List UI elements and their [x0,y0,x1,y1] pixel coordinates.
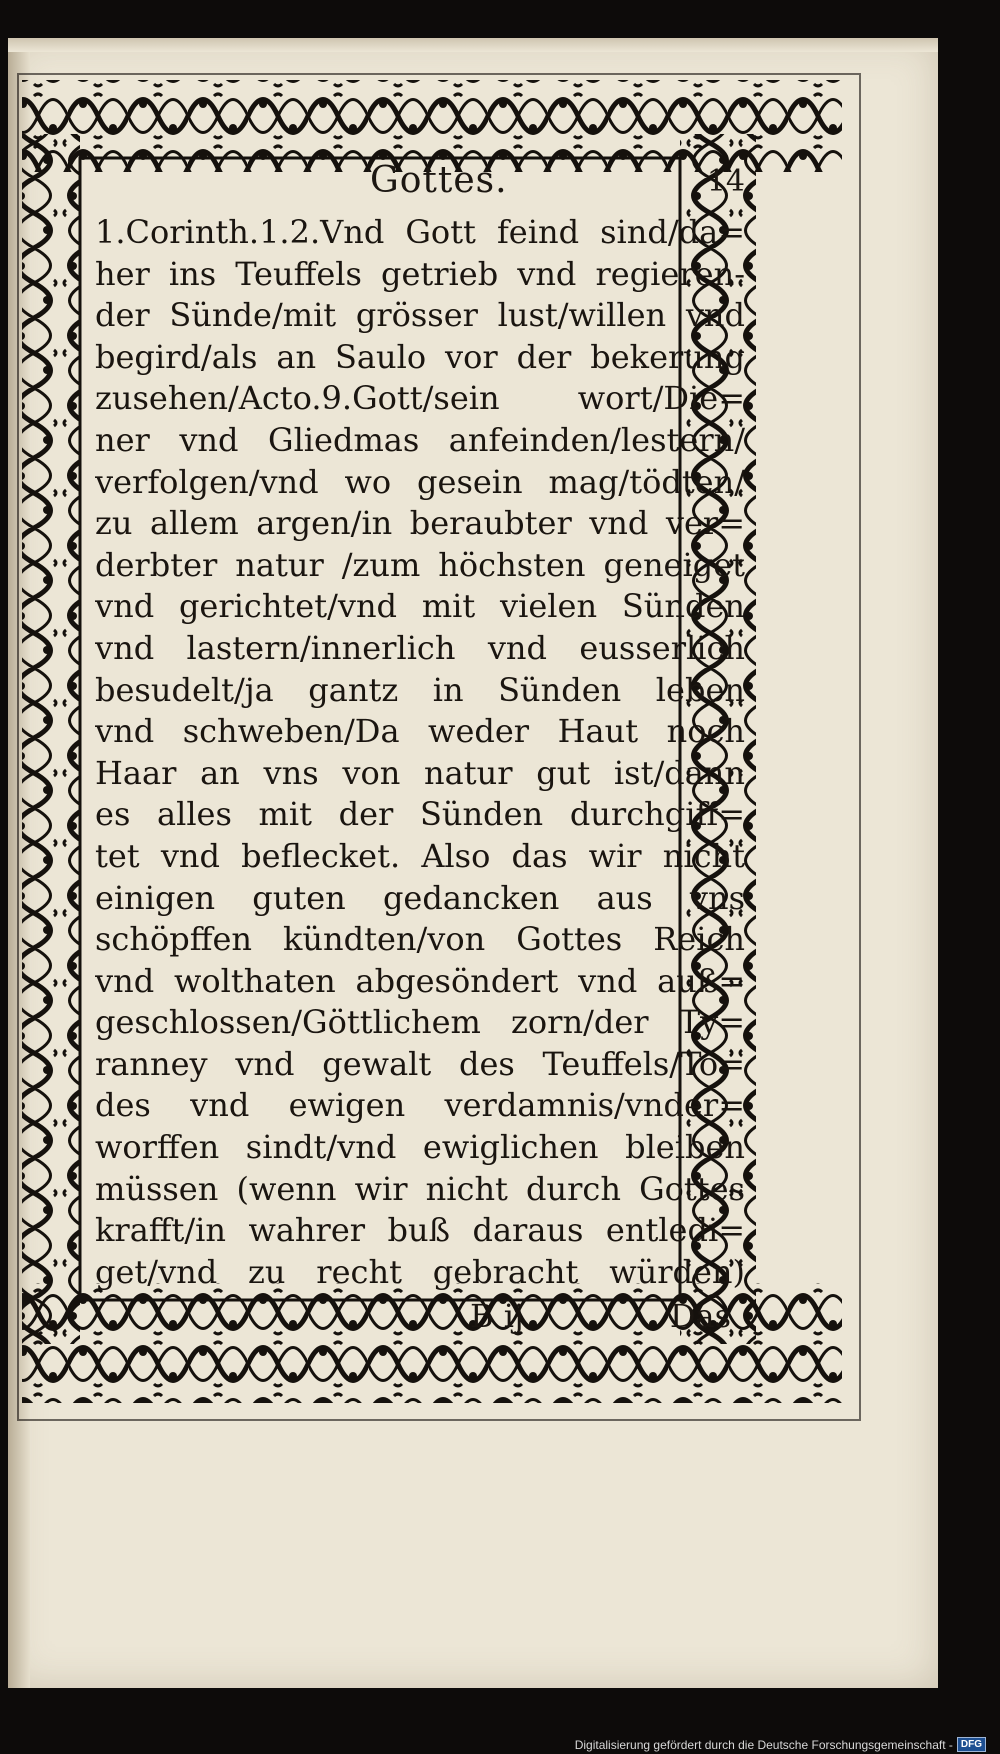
credit-text: Digitalisierung gefördert durch die Deutsche Forschungsgemeinschaft - [574,1737,953,1752]
text-line: her ins Teuffels getrieb vnd regieren- [95,254,745,293]
text-line: schöpffen kündten/von Gottes Reich [95,920,745,959]
page-footer [95,1297,745,1341]
text-line: 1.Corinth.1.2.Vnd Gott feind sind/da= [95,213,745,251]
dfg-logo: DFG [957,1737,986,1752]
text-line: vnd schweben/Da weder Haut noch [95,712,745,751]
text-line: des vnd ewigen verdamnis/vnder= [95,1086,745,1125]
text-line: der Sünde/mit grösser lust/willen vnd [95,296,745,335]
text-line: vnd lastern/innerlich vnd eusserlich [95,628,745,667]
text-line: besudelt/ja gantz in Sünden leben [95,670,745,709]
page-number: 14 [706,164,745,199]
text-line: zusehen/Acto.9.Gott/sein wort/Die= [95,379,745,418]
digitization-footer [0,1732,1000,1754]
text-line: einigen guten gedancken aus vns [95,878,745,917]
text-line: get/vnd zu recht gebracht würden) [95,1252,745,1291]
text-line: vnd wolthaten abgesöndert vnd auß= [95,961,745,1000]
text-line: ranney vnd gewalt des Teuffels/To= [95,1044,745,1083]
running-head: Gottes. [370,160,508,201]
signature-mark: B ij [470,1297,524,1336]
text-line: geschlossen/Göttlichem zorn/der Ty= [95,1003,745,1042]
page-header [95,160,745,212]
catchword: Das [669,1297,731,1336]
text-line: ner vnd Gliedmas anfeinden/lestern/ [95,420,745,459]
text-block [95,160,745,1341]
credit-line [575,1737,986,1752]
text-line: es alles mit der Sünden durchgiff= [95,795,745,834]
text-line: begird/als an Saulo vor der bekerung [95,337,745,376]
text-line: Haar an vns von natur gut ist/dann [95,753,745,792]
text-line: worffen sindt/vnd ewiglichen bleiben [95,1128,745,1167]
text-line: verfolgen/vnd wo gesein mag/tödten/ [95,462,745,501]
text-line: tet vnd beflecket. Also das wir nicht [95,836,745,875]
text-line: zu allem argen/in beraubter vnd ver= [95,504,745,543]
body-text [95,212,745,1293]
text-line: vnd gerichtet/vnd mit vielen Sünden [95,587,745,626]
text-line: müssen (wenn wir nicht durch Gottes [95,1169,745,1208]
text-line: krafft/in wahrer buß daraus entledi= [95,1211,745,1250]
text-line: derbter natur /zum höchsten geneiget [95,545,745,584]
